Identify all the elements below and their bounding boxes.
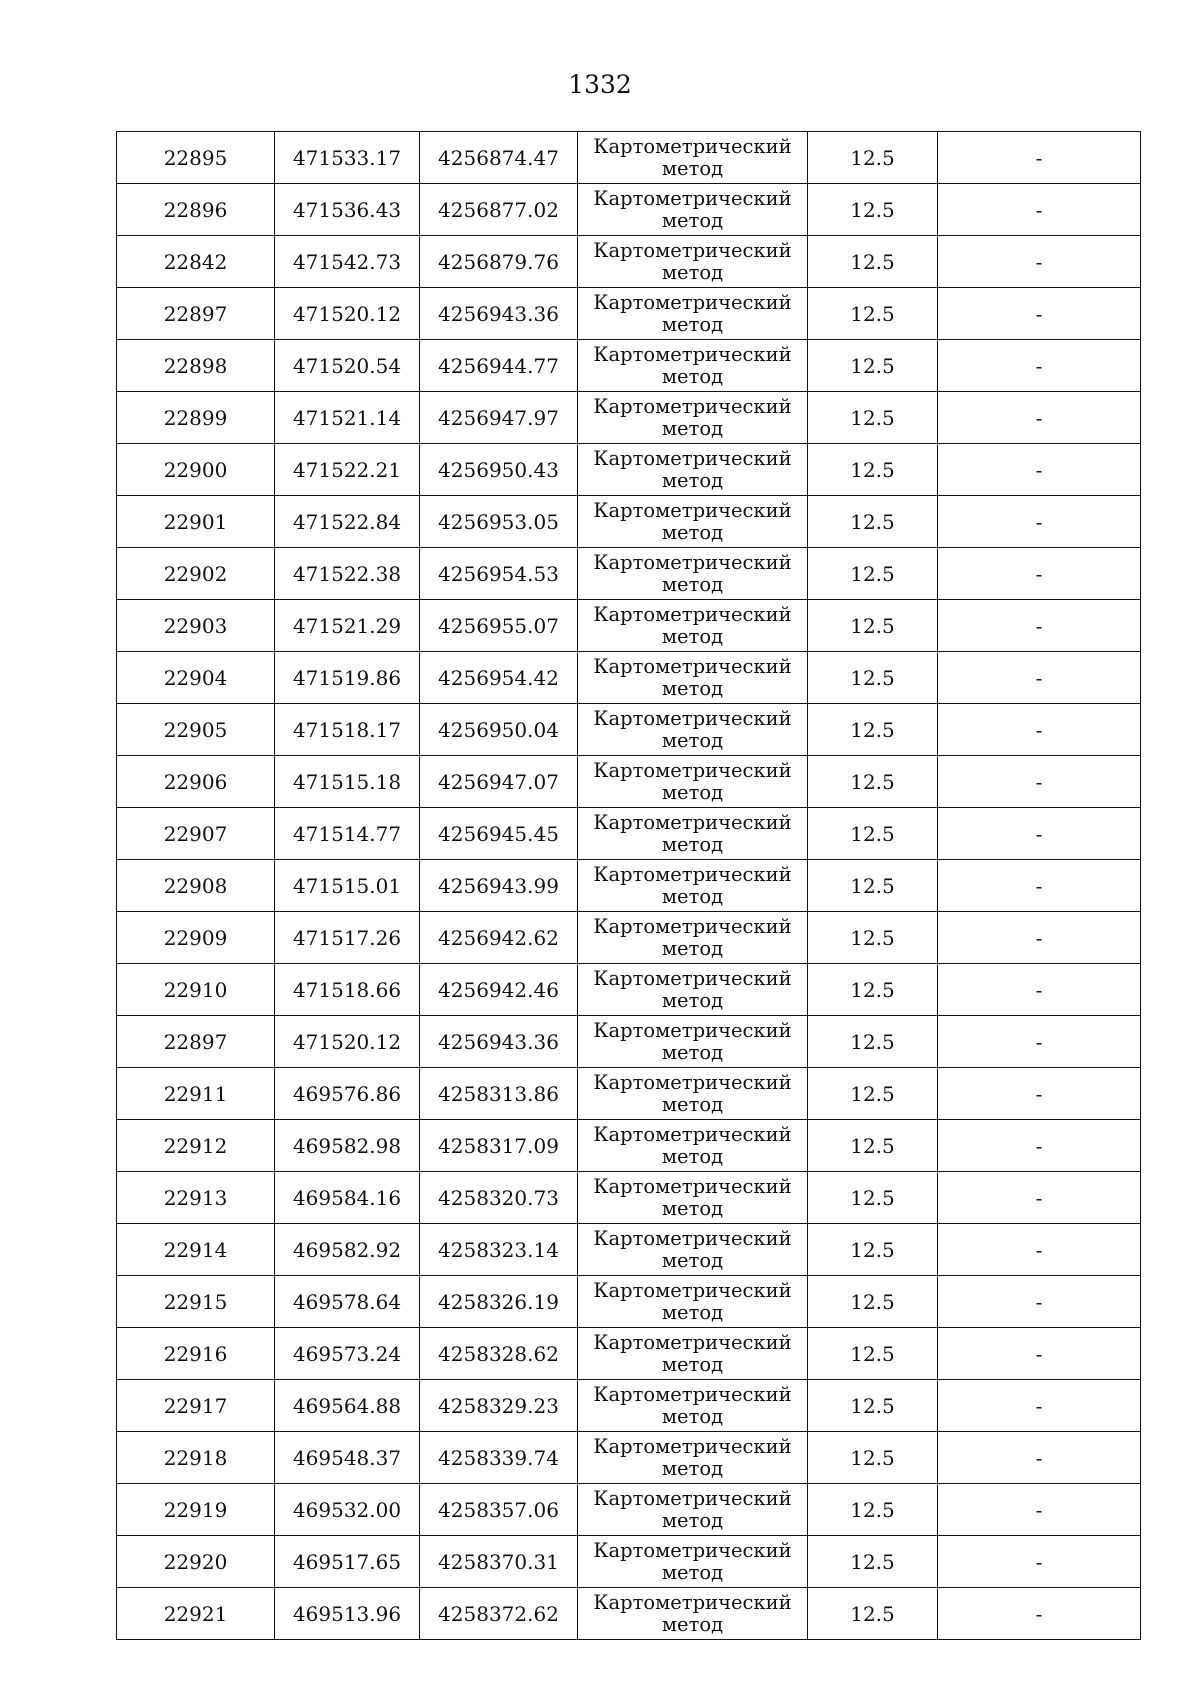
y-coordinate-cell: 4256877.02 — [420, 184, 578, 236]
accuracy-cell: 12.5 — [808, 860, 938, 912]
accuracy-cell: 12.5 — [808, 1328, 938, 1380]
y-coordinate-cell: 4256947.97 — [420, 392, 578, 444]
table-row — [117, 1068, 1141, 1120]
y-coordinate-cell: 4256945.45 — [420, 808, 578, 860]
x-coordinate-cell: 469576.86 — [275, 1068, 420, 1120]
note-cell: - — [938, 340, 1141, 392]
method-cell — [578, 1328, 808, 1380]
note-cell: - — [938, 1328, 1141, 1380]
accuracy-cell: 12.5 — [808, 548, 938, 600]
note-cell: - — [938, 1016, 1141, 1068]
method-line-1: Картометрический — [593, 1330, 792, 1354]
note-cell: - — [938, 704, 1141, 756]
accuracy-cell: 12.5 — [808, 1432, 938, 1484]
method-cell — [578, 1432, 808, 1484]
table-row — [117, 340, 1141, 392]
method-cell — [578, 340, 808, 392]
accuracy-cell: 12.5 — [808, 1276, 938, 1328]
table-row — [117, 756, 1141, 808]
table-row — [117, 808, 1141, 860]
table-row — [117, 288, 1141, 340]
method-line-2: метод — [661, 312, 724, 336]
method-line-2: метод — [661, 1300, 724, 1324]
table-row — [117, 964, 1141, 1016]
y-coordinate-cell: 4256943.36 — [420, 288, 578, 340]
method-line-2: метод — [661, 1092, 724, 1116]
y-coordinate-cell: 4256942.62 — [420, 912, 578, 964]
method-line-1: Картометрический — [593, 1122, 792, 1146]
note-cell: - — [938, 1536, 1141, 1588]
x-coordinate-cell: 471520.12 — [275, 288, 420, 340]
method-cell — [578, 496, 808, 548]
note-cell: - — [938, 1484, 1141, 1536]
accuracy-cell: 12.5 — [808, 964, 938, 1016]
method-line-1: Картометрический — [593, 1226, 792, 1250]
y-coordinate-cell: 4258339.74 — [420, 1432, 578, 1484]
note-cell: - — [938, 496, 1141, 548]
method-line-1: Картометрический — [593, 1018, 792, 1042]
method-line-2: метод — [661, 936, 724, 960]
point-number-cell: 22912 — [117, 1120, 275, 1172]
method-line-2: метод — [661, 884, 724, 908]
y-coordinate-cell: 4258323.14 — [420, 1224, 578, 1276]
accuracy-cell: 12.5 — [808, 600, 938, 652]
x-coordinate-cell: 471521.14 — [275, 392, 420, 444]
method-cell — [578, 652, 808, 704]
method-cell — [578, 964, 808, 1016]
point-number-cell: 22910 — [117, 964, 275, 1016]
note-cell: - — [938, 392, 1141, 444]
y-coordinate-cell: 4258357.06 — [420, 1484, 578, 1536]
method-line-1: Картометрический — [593, 134, 792, 158]
point-number-cell: 22903 — [117, 600, 275, 652]
method-line-1: Картометрический — [593, 394, 792, 418]
method-cell — [578, 1276, 808, 1328]
point-number-cell: 22897 — [117, 288, 275, 340]
table-row — [117, 652, 1141, 704]
y-coordinate-cell: 4256879.76 — [420, 236, 578, 288]
point-number-cell: 22920 — [117, 1536, 275, 1588]
table-row — [117, 1588, 1141, 1640]
table-row — [117, 1380, 1141, 1432]
x-coordinate-cell: 469517.65 — [275, 1536, 420, 1588]
point-number-cell: 22907 — [117, 808, 275, 860]
accuracy-cell: 12.5 — [808, 444, 938, 496]
x-coordinate-cell: 469564.88 — [275, 1380, 420, 1432]
x-coordinate-cell: 469573.24 — [275, 1328, 420, 1380]
method-cell — [578, 860, 808, 912]
method-line-2: метод — [661, 1560, 724, 1584]
x-coordinate-cell: 469582.92 — [275, 1224, 420, 1276]
y-coordinate-cell: 4256954.53 — [420, 548, 578, 600]
note-cell: - — [938, 1120, 1141, 1172]
method-line-2: метод — [661, 1352, 724, 1376]
table-row — [117, 704, 1141, 756]
x-coordinate-cell: 471522.38 — [275, 548, 420, 600]
method-line-2: метод — [661, 1144, 724, 1168]
method-line-2: метод — [661, 1248, 724, 1272]
method-line-1: Картометрический — [593, 238, 792, 262]
point-number-cell: 22916 — [117, 1328, 275, 1380]
accuracy-cell: 12.5 — [808, 652, 938, 704]
method-line-2: метод — [661, 208, 724, 232]
x-coordinate-cell: 469582.98 — [275, 1120, 420, 1172]
point-number-cell: 22896 — [117, 184, 275, 236]
accuracy-cell: 12.5 — [808, 288, 938, 340]
method-line-2: метод — [661, 416, 724, 440]
x-coordinate-cell: 471521.29 — [275, 600, 420, 652]
method-cell — [578, 704, 808, 756]
note-cell: - — [938, 756, 1141, 808]
method-line-1: Картометрический — [593, 446, 792, 470]
table-row — [117, 912, 1141, 964]
table-row — [117, 184, 1141, 236]
table-row — [117, 1120, 1141, 1172]
method-line-1: Картометрический — [593, 290, 792, 314]
method-cell — [578, 444, 808, 496]
y-coordinate-cell: 4256953.05 — [420, 496, 578, 548]
note-cell: - — [938, 808, 1141, 860]
point-number-cell: 22901 — [117, 496, 275, 548]
x-coordinate-cell: 469548.37 — [275, 1432, 420, 1484]
method-line-2: метод — [661, 624, 724, 648]
y-coordinate-cell: 4258328.62 — [420, 1328, 578, 1380]
method-line-2: метод — [661, 676, 724, 700]
x-coordinate-cell: 471519.86 — [275, 652, 420, 704]
method-line-1: Картометрический — [593, 550, 792, 574]
accuracy-cell: 12.5 — [808, 1224, 938, 1276]
note-cell: - — [938, 964, 1141, 1016]
table-row — [117, 1224, 1141, 1276]
table-row — [117, 1328, 1141, 1380]
accuracy-cell: 12.5 — [808, 1536, 938, 1588]
method-line-2: метод — [661, 1508, 724, 1532]
table-row — [117, 1276, 1141, 1328]
point-number-cell: 22899 — [117, 392, 275, 444]
method-line-2: метод — [661, 260, 724, 284]
x-coordinate-cell: 469532.00 — [275, 1484, 420, 1536]
y-coordinate-cell: 4256943.99 — [420, 860, 578, 912]
point-number-cell: 22904 — [117, 652, 275, 704]
method-cell — [578, 392, 808, 444]
method-cell — [578, 1224, 808, 1276]
accuracy-cell: 12.5 — [808, 808, 938, 860]
y-coordinate-cell: 4256955.07 — [420, 600, 578, 652]
y-coordinate-cell: 4258320.73 — [420, 1172, 578, 1224]
method-cell — [578, 1016, 808, 1068]
x-coordinate-cell: 471522.84 — [275, 496, 420, 548]
y-coordinate-cell: 4256874.47 — [420, 132, 578, 184]
method-cell — [578, 1536, 808, 1588]
point-number-cell: 22906 — [117, 756, 275, 808]
y-coordinate-cell: 4258372.62 — [420, 1588, 578, 1640]
table-row — [117, 392, 1141, 444]
method-line-1: Картометрический — [593, 1538, 792, 1562]
point-number-cell: 22895 — [117, 132, 275, 184]
accuracy-cell: 12.5 — [808, 496, 938, 548]
method-line-1: Картометрический — [593, 1070, 792, 1094]
accuracy-cell: 12.5 — [808, 132, 938, 184]
method-cell — [578, 1172, 808, 1224]
y-coordinate-cell: 4256943.36 — [420, 1016, 578, 1068]
method-line-2: метод — [661, 1196, 724, 1220]
x-coordinate-cell: 471542.73 — [275, 236, 420, 288]
note-cell: - — [938, 1172, 1141, 1224]
note-cell: - — [938, 1224, 1141, 1276]
point-number-cell: 22909 — [117, 912, 275, 964]
method-line-2: метод — [661, 832, 724, 856]
method-line-2: метод — [661, 780, 724, 804]
table-row — [117, 236, 1141, 288]
accuracy-cell: 12.5 — [808, 756, 938, 808]
method-cell — [578, 548, 808, 600]
point-number-cell: 22842 — [117, 236, 275, 288]
point-number-cell: 22911 — [117, 1068, 275, 1120]
method-line-1: Картометрический — [593, 810, 792, 834]
accuracy-cell: 12.5 — [808, 1016, 938, 1068]
method-line-2: метод — [661, 572, 724, 596]
method-line-1: Картометрический — [593, 602, 792, 626]
method-line-1: Картометрический — [593, 654, 792, 678]
accuracy-cell: 12.5 — [808, 1588, 938, 1640]
accuracy-cell: 12.5 — [808, 1484, 938, 1536]
accuracy-cell: 12.5 — [808, 1380, 938, 1432]
x-coordinate-cell: 471514.77 — [275, 808, 420, 860]
note-cell: - — [938, 1588, 1141, 1640]
x-coordinate-cell: 469584.16 — [275, 1172, 420, 1224]
x-coordinate-cell: 471515.01 — [275, 860, 420, 912]
method-cell — [578, 1588, 808, 1640]
table-row — [117, 1172, 1141, 1224]
point-number-cell: 22913 — [117, 1172, 275, 1224]
table-row — [117, 1016, 1141, 1068]
method-line-2: метод — [661, 364, 724, 388]
table-row — [117, 132, 1141, 184]
x-coordinate-cell: 469513.96 — [275, 1588, 420, 1640]
method-line-2: метод — [661, 156, 724, 180]
method-cell — [578, 236, 808, 288]
point-number-cell: 22918 — [117, 1432, 275, 1484]
x-coordinate-cell: 471518.17 — [275, 704, 420, 756]
table-row — [117, 1536, 1141, 1588]
x-coordinate-cell: 471518.66 — [275, 964, 420, 1016]
note-cell: - — [938, 1068, 1141, 1120]
x-coordinate-cell: 469578.64 — [275, 1276, 420, 1328]
y-coordinate-cell: 4256954.42 — [420, 652, 578, 704]
method-cell — [578, 1068, 808, 1120]
point-number-cell: 22898 — [117, 340, 275, 392]
x-coordinate-cell: 471520.12 — [275, 1016, 420, 1068]
method-line-1: Картометрический — [593, 1590, 792, 1614]
method-cell — [578, 600, 808, 652]
method-cell — [578, 288, 808, 340]
method-line-2: метод — [661, 1612, 724, 1636]
accuracy-cell: 12.5 — [808, 912, 938, 964]
point-number-cell: 22908 — [117, 860, 275, 912]
y-coordinate-cell: 4258326.19 — [420, 1276, 578, 1328]
note-cell: - — [938, 1432, 1141, 1484]
table-row — [117, 1484, 1141, 1536]
y-coordinate-cell: 4256942.46 — [420, 964, 578, 1016]
point-number-cell: 22917 — [117, 1380, 275, 1432]
method-line-1: Картометрический — [593, 966, 792, 990]
point-number-cell: 22919 — [117, 1484, 275, 1536]
method-line-1: Картометрический — [593, 1382, 792, 1406]
point-number-cell: 22900 — [117, 444, 275, 496]
method-line-2: метод — [661, 728, 724, 752]
note-cell: - — [938, 652, 1141, 704]
point-number-cell: 22915 — [117, 1276, 275, 1328]
method-cell — [578, 1120, 808, 1172]
coordinates-table — [116, 131, 1141, 1640]
accuracy-cell: 12.5 — [808, 184, 938, 236]
y-coordinate-cell: 4258329.23 — [420, 1380, 578, 1432]
note-cell: - — [938, 132, 1141, 184]
method-cell — [578, 1380, 808, 1432]
method-cell — [578, 756, 808, 808]
y-coordinate-cell: 4256944.77 — [420, 340, 578, 392]
page-number: 1332 — [568, 70, 632, 99]
table-row — [117, 600, 1141, 652]
method-line-2: метод — [661, 1456, 724, 1480]
accuracy-cell: 12.5 — [808, 1172, 938, 1224]
note-cell: - — [938, 236, 1141, 288]
method-line-1: Картометрический — [593, 342, 792, 366]
accuracy-cell: 12.5 — [808, 1120, 938, 1172]
note-cell: - — [938, 860, 1141, 912]
method-line-1: Картометрический — [593, 1278, 792, 1302]
note-cell: - — [938, 548, 1141, 600]
y-coordinate-cell: 4258370.31 — [420, 1536, 578, 1588]
accuracy-cell: 12.5 — [808, 704, 938, 756]
method-line-1: Картометрический — [593, 1486, 792, 1510]
method-line-1: Картометрический — [593, 186, 792, 210]
note-cell: - — [938, 600, 1141, 652]
table-row — [117, 496, 1141, 548]
x-coordinate-cell: 471520.54 — [275, 340, 420, 392]
method-cell — [578, 184, 808, 236]
method-cell — [578, 1484, 808, 1536]
method-line-1: Картометрический — [593, 1174, 792, 1198]
note-cell: - — [938, 184, 1141, 236]
x-coordinate-cell: 471536.43 — [275, 184, 420, 236]
note-cell: - — [938, 288, 1141, 340]
point-number-cell: 22902 — [117, 548, 275, 600]
point-number-cell: 22921 — [117, 1588, 275, 1640]
accuracy-cell: 12.5 — [808, 392, 938, 444]
method-line-2: метод — [661, 520, 724, 544]
method-line-2: метод — [661, 1404, 724, 1428]
method-line-1: Картометрический — [593, 862, 792, 886]
point-number-cell: 22914 — [117, 1224, 275, 1276]
method-line-1: Картометрический — [593, 914, 792, 938]
y-coordinate-cell: 4256950.04 — [420, 704, 578, 756]
method-line-1: Картометрический — [593, 498, 792, 522]
y-coordinate-cell: 4258317.09 — [420, 1120, 578, 1172]
note-cell: - — [938, 1380, 1141, 1432]
accuracy-cell: 12.5 — [808, 340, 938, 392]
accuracy-cell: 12.5 — [808, 1068, 938, 1120]
method-line-2: метод — [661, 1040, 724, 1064]
method-line-1: Картометрический — [593, 1434, 792, 1458]
x-coordinate-cell: 471517.26 — [275, 912, 420, 964]
method-cell — [578, 912, 808, 964]
y-coordinate-cell: 4256947.07 — [420, 756, 578, 808]
point-number-cell: 22897 — [117, 1016, 275, 1068]
x-coordinate-cell: 471533.17 — [275, 132, 420, 184]
method-cell — [578, 808, 808, 860]
method-cell — [578, 132, 808, 184]
method-line-1: Картометрический — [593, 758, 792, 782]
table-row — [117, 548, 1141, 600]
table-row — [117, 860, 1141, 912]
x-coordinate-cell: 471515.18 — [275, 756, 420, 808]
coordinates-table-body — [117, 132, 1141, 1640]
y-coordinate-cell: 4258313.86 — [420, 1068, 578, 1120]
y-coordinate-cell: 4256950.43 — [420, 444, 578, 496]
method-line-2: метод — [661, 468, 724, 492]
note-cell: - — [938, 1276, 1141, 1328]
accuracy-cell: 12.5 — [808, 236, 938, 288]
table-row — [117, 1432, 1141, 1484]
x-coordinate-cell: 471522.21 — [275, 444, 420, 496]
method-line-2: метод — [661, 988, 724, 1012]
table-row — [117, 444, 1141, 496]
method-line-1: Картометрический — [593, 706, 792, 730]
note-cell: - — [938, 444, 1141, 496]
point-number-cell: 22905 — [117, 704, 275, 756]
note-cell: - — [938, 912, 1141, 964]
